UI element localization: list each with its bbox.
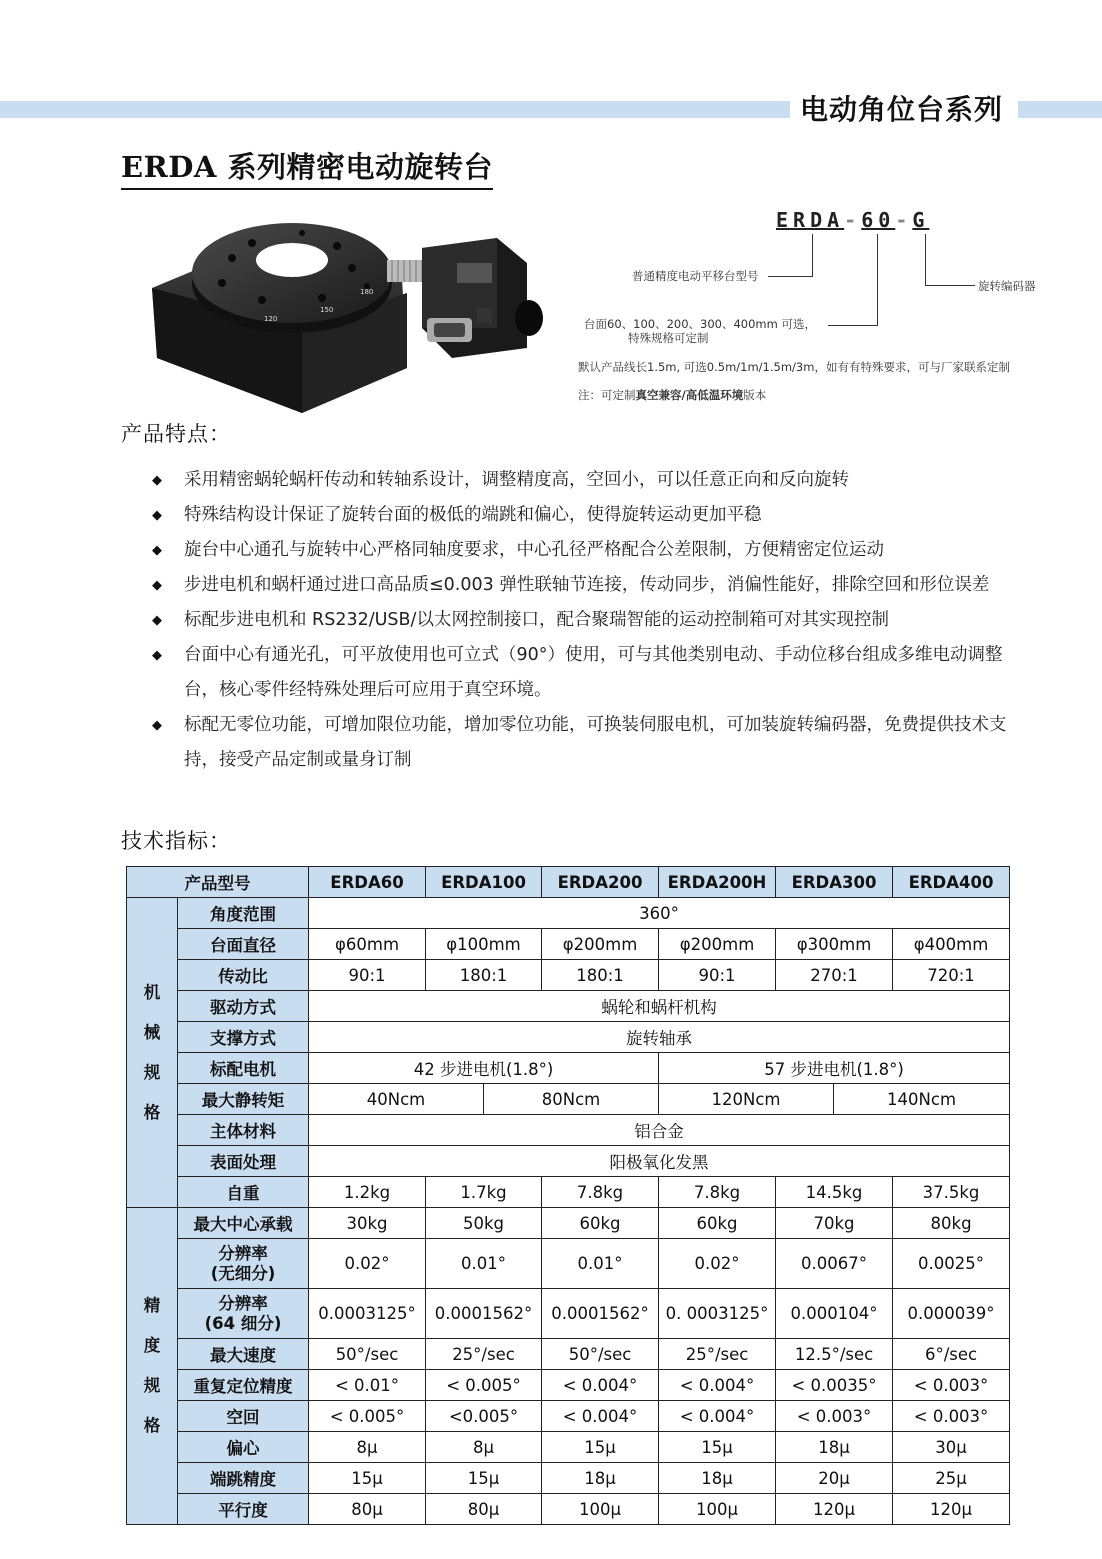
feature-item: ◆ 步进电机和蜗杆通过进口高品质≤0.003 弹性联轴节连接，传动同步，消偏性能好，排除空回和形位误差 <box>152 568 1022 603</box>
cell: 120μ <box>776 1494 893 1525</box>
row-label: 端跳精度 <box>178 1463 309 1494</box>
cell: φ60mm <box>309 929 426 960</box>
row-label: 标配电机 <box>178 1053 309 1084</box>
feature-item: ◆ 台面中心有通光孔，可平放使用也可立式（90°）使用，可与其他类别电动、手动位移台组成多维电动调整台，核心零件经特殊处理后可应用于真空环境。 <box>152 638 1022 708</box>
table-row <box>127 1115 1010 1146</box>
cell: 0.000039° <box>893 1289 1010 1339</box>
cell: 120Ncm <box>659 1084 834 1115</box>
scale-150: 150 <box>320 306 334 314</box>
cell: 80μ <box>309 1494 426 1525</box>
cell: 100μ <box>659 1494 776 1525</box>
cell: < 0.004° <box>542 1401 659 1432</box>
cell: 120μ <box>893 1494 1010 1525</box>
cell: 15μ <box>426 1463 542 1494</box>
cell: 7.8kg <box>659 1177 776 1208</box>
model-header: ERDA200 <box>542 867 659 898</box>
feature-item: ◆ 旋台中心通孔与旋转中心严格同轴度要求，中心孔径严格配合公差限制，方便精密定位运动 <box>152 533 1022 568</box>
cell: 12.5°/sec <box>776 1339 893 1370</box>
row-label: 支撑方式 <box>178 1022 309 1053</box>
cell: 阳极氧化发黑 <box>309 1146 1010 1177</box>
diamond-bullet-icon: ◆ <box>152 613 162 628</box>
row-label: 自重 <box>178 1177 309 1208</box>
cell: 1.2kg <box>309 1177 426 1208</box>
diamond-bullet-icon: ◆ <box>152 578 162 593</box>
leader-line <box>768 276 813 277</box>
diamond-bullet-icon: ◆ <box>152 508 162 523</box>
cell: 0.0001562° <box>426 1289 542 1339</box>
row-label: 空回 <box>178 1401 309 1432</box>
cell: 50°/sec <box>542 1339 659 1370</box>
cell: 25°/sec <box>426 1339 542 1370</box>
group-prec-label: 精 度 规 格 <box>127 1208 178 1525</box>
table-row <box>127 1239 1010 1289</box>
feature-item: ◆ 特殊结构设计保证了旋转台面的极低的端跳和偏心，使得旋转运动更加平稳 <box>152 498 1022 533</box>
cell: 20μ <box>776 1463 893 1494</box>
note-size-1: 台面60、100、200、300、400mm 可选， <box>584 317 816 331</box>
cell: 旋转轴承 <box>309 1022 1010 1053</box>
cell: φ200mm <box>659 929 776 960</box>
leader-line <box>828 325 878 326</box>
cell: φ200mm <box>542 929 659 960</box>
table-row <box>127 1494 1010 1525</box>
table-row <box>127 1432 1010 1463</box>
cell: 铝合金 <box>309 1115 1010 1146</box>
cell: 30μ <box>893 1432 1010 1463</box>
note-encoder: 旋转编码器 <box>978 279 1036 293</box>
row-label: 最大静转矩 <box>178 1084 309 1115</box>
diamond-bullet-icon: ◆ <box>152 543 162 558</box>
table-row <box>127 960 1010 991</box>
feature-item: ◆ 标配无零位功能，可增加限位功能，增加零位功能，可换装伺服电机，可加装旋转编码器，免费提供技术支持，接受产品定制或量身订制 <box>152 708 1022 778</box>
cell: 270:1 <box>776 960 893 991</box>
cell: 15μ <box>659 1432 776 1463</box>
cell: 15μ <box>542 1432 659 1463</box>
cell: 180:1 <box>426 960 542 991</box>
cell: 40Ncm <box>309 1084 484 1115</box>
table-row <box>127 1401 1010 1432</box>
cell: 60kg <box>659 1208 776 1239</box>
cell: 蜗轮和蜗杆机构 <box>309 991 1010 1022</box>
table-row <box>127 1053 1010 1084</box>
cell: 50kg <box>426 1208 542 1239</box>
note-type: 普通精度电动平移台型号 <box>632 269 759 283</box>
cell: φ300mm <box>776 929 893 960</box>
cell: < 0.004° <box>542 1370 659 1401</box>
cell: 0.0003125° <box>309 1289 426 1339</box>
cell: 1.7kg <box>426 1177 542 1208</box>
model-label: 产品型号 <box>127 867 309 898</box>
cell: 140Ncm <box>834 1084 1010 1115</box>
table-row <box>127 1177 1010 1208</box>
model-code-series: ERDA <box>776 208 845 232</box>
table-row <box>127 1146 1010 1177</box>
feature-item: ◆ 标配步进电机和 RS232/USB/以太网控制接口，配合聚瑞智能的运动控制箱可对其实现控制 <box>152 603 1022 638</box>
feature-item: ◆ 采用精密蜗轮蜗杆传动和转轴系设计，调整精度高，空回小，可以任意正向和反向旋转 <box>152 463 1022 498</box>
cell: 0.02° <box>309 1239 426 1289</box>
cell: 70kg <box>776 1208 893 1239</box>
cell: 0.01° <box>426 1239 542 1289</box>
product-image <box>152 208 547 413</box>
leader-line <box>877 234 878 326</box>
series-title: 电动角位台系列 <box>800 93 1004 126</box>
cell: 18μ <box>542 1463 659 1494</box>
row-label: 分辨率 (无细分) <box>178 1239 309 1289</box>
leader-line <box>925 285 975 286</box>
diamond-bullet-icon: ◆ <box>152 718 162 733</box>
cell: 180:1 <box>542 960 659 991</box>
table-row <box>127 1339 1010 1370</box>
cell: 30kg <box>309 1208 426 1239</box>
cell: 14.5kg <box>776 1177 893 1208</box>
cell: 90:1 <box>659 960 776 991</box>
cell: < 0.003° <box>893 1401 1010 1432</box>
table-row <box>127 898 1010 929</box>
cell: < 0.004° <box>659 1370 776 1401</box>
row-label: 角度范围 <box>178 898 309 929</box>
scale-180: 180 <box>360 288 374 296</box>
cell: 100μ <box>542 1494 659 1525</box>
row-label: 表面处理 <box>178 1146 309 1177</box>
model-header: ERDA300 <box>776 867 893 898</box>
cell: φ400mm <box>893 929 1010 960</box>
row-label: 最大中心承载 <box>178 1208 309 1239</box>
cell: 90:1 <box>309 960 426 991</box>
model-header: ERDA60 <box>309 867 426 898</box>
cell: 0.02° <box>659 1239 776 1289</box>
model-header: ERDA200H <box>659 867 776 898</box>
cell: 6°/sec <box>893 1339 1010 1370</box>
cell: 8μ <box>426 1432 542 1463</box>
cell: <0.005° <box>426 1401 542 1432</box>
cell: 50°/sec <box>309 1339 426 1370</box>
model-code-encoder: G <box>912 208 930 232</box>
features-heading: 产品特点： <box>121 422 231 446</box>
table-row <box>127 1208 1010 1239</box>
cell: 0.0025° <box>893 1239 1010 1289</box>
cell: 360° <box>309 898 1010 929</box>
cell: 18μ <box>776 1432 893 1463</box>
note-size-2: 特殊规格可定制 <box>628 331 709 345</box>
cell: 0.0001562° <box>542 1289 659 1339</box>
cell: 60kg <box>542 1208 659 1239</box>
cell: 0.000104° <box>776 1289 893 1339</box>
table-row <box>127 929 1010 960</box>
features-list <box>152 463 1022 778</box>
cell: 0.01° <box>542 1239 659 1289</box>
cell: φ100mm <box>426 929 542 960</box>
model-header: ERDA100 <box>426 867 542 898</box>
cell: < 0.0035° <box>776 1370 893 1401</box>
diamond-bullet-icon: ◆ <box>152 473 162 488</box>
row-label: 平行度 <box>178 1494 309 1525</box>
cell: 720:1 <box>893 960 1010 991</box>
group-mech-label: 机 械 规 格 <box>127 898 178 1208</box>
model-header: ERDA400 <box>893 867 1010 898</box>
table-row <box>127 1289 1010 1339</box>
table-row <box>127 1022 1010 1053</box>
table-row <box>127 991 1010 1022</box>
cell: < 0.005° <box>309 1401 426 1432</box>
cell: 25°/sec <box>659 1339 776 1370</box>
row-label: 重复定位精度 <box>178 1370 309 1401</box>
leader-line <box>925 234 926 286</box>
header-bar-right <box>1018 101 1102 118</box>
cell: 57 步进电机(1.8°) <box>659 1053 1010 1084</box>
cell: < 0.003° <box>893 1370 1010 1401</box>
row-label: 偏心 <box>178 1432 309 1463</box>
cell: 0.0067° <box>776 1239 893 1289</box>
note-custom: 注：可定制真空兼容/高低温环境版本 <box>578 388 767 402</box>
leader-line <box>812 234 813 276</box>
table-row <box>127 1084 1010 1115</box>
cell: 37.5kg <box>893 1177 1010 1208</box>
cell: 7.8kg <box>542 1177 659 1208</box>
row-label: 驱动方式 <box>178 991 309 1022</box>
row-label: 传动比 <box>178 960 309 991</box>
model-code-size: 60 <box>861 208 896 232</box>
cell: 18μ <box>659 1463 776 1494</box>
table-row <box>127 867 1010 898</box>
cell: < 0.003° <box>776 1401 893 1432</box>
specs-heading: 技术指标： <box>121 829 231 853</box>
cell: < 0.005° <box>426 1370 542 1401</box>
scale-120: 120 <box>264 315 278 323</box>
cell: < 0.01° <box>309 1370 426 1401</box>
cell: 80Ncm <box>484 1084 659 1115</box>
cell: 15μ <box>309 1463 426 1494</box>
row-label: 最大速度 <box>178 1339 309 1370</box>
row-label: 台面直径 <box>178 929 309 960</box>
table-row <box>127 1370 1010 1401</box>
cell: 80kg <box>893 1208 1010 1239</box>
cell: 8μ <box>309 1432 426 1463</box>
cell: 42 步进电机(1.8°) <box>309 1053 659 1084</box>
row-label: 主体材料 <box>178 1115 309 1146</box>
page-title: ERDA 系列精密电动旋转台 <box>121 145 493 190</box>
diamond-bullet-icon: ◆ <box>152 648 162 663</box>
header-bar-left <box>0 101 790 118</box>
cell: 80μ <box>426 1494 542 1525</box>
table-row <box>127 1463 1010 1494</box>
model-code: ERDA-60-G <box>776 208 930 232</box>
cell: < 0.004° <box>659 1401 776 1432</box>
cell: 25μ <box>893 1463 1010 1494</box>
cell: 0. 0003125° <box>659 1289 776 1339</box>
row-label: 分辨率 (64 细分) <box>178 1289 309 1339</box>
note-cable: 默认产品线长1.5m, 可选0.5m/1m/1.5m/3m，如有有特殊要求，可与厂家联系定制 <box>578 360 1010 374</box>
spec-table <box>126 866 1010 1525</box>
